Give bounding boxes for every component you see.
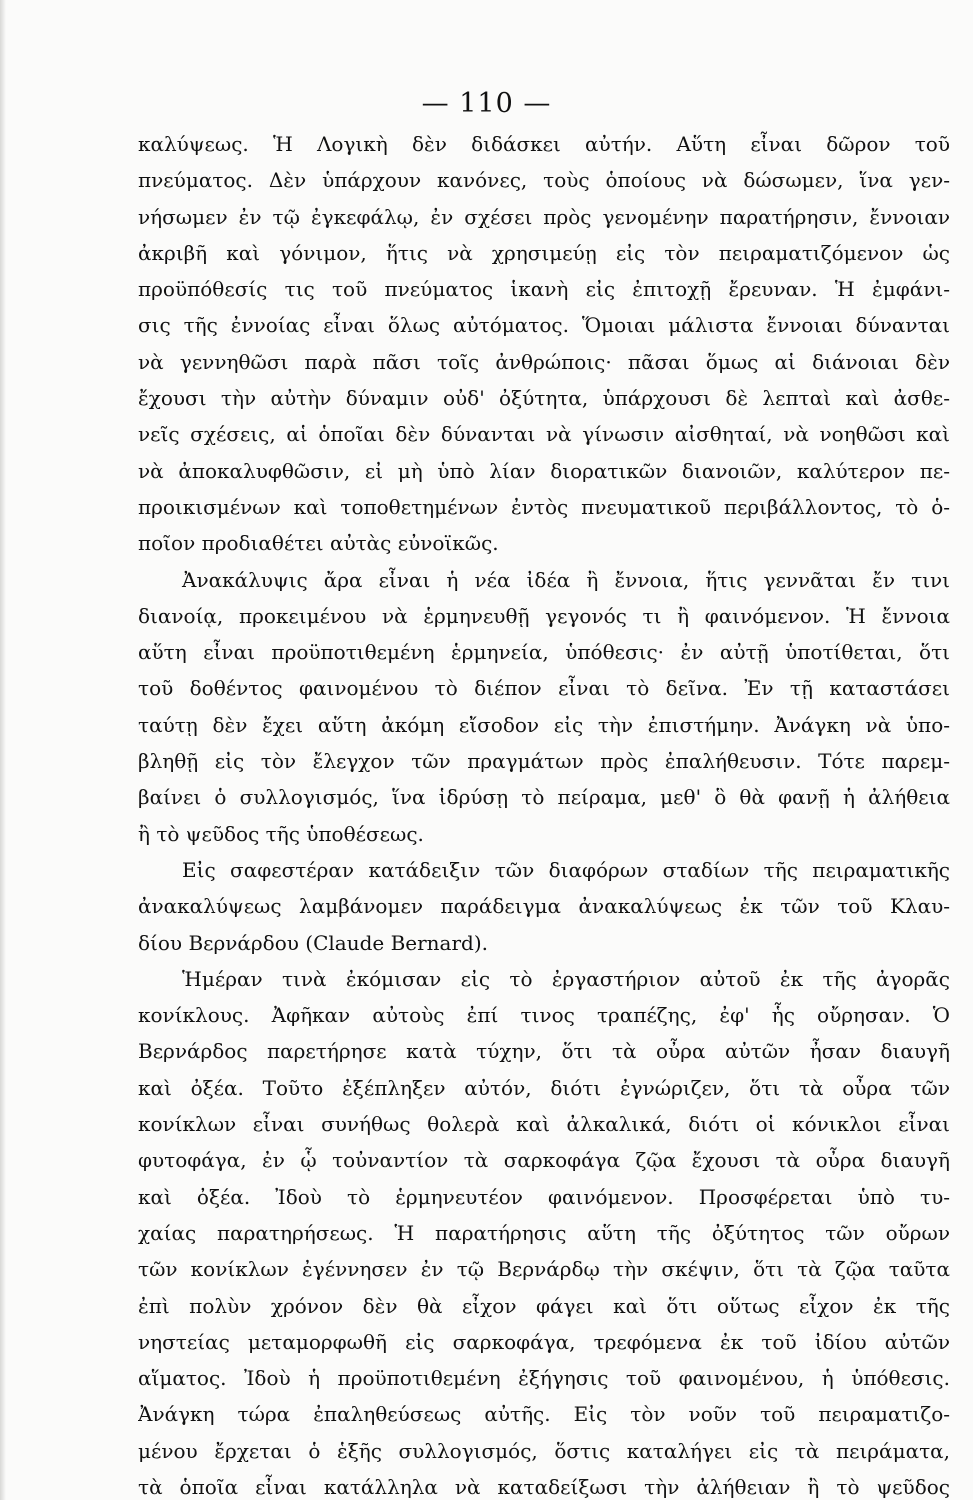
text-line: κονίκλων εἶναι συνήθως θολερὰ καὶ ἀλκαλικά, διότι οἱ κόνικλοι εἶναι	[138, 1112, 950, 1137]
text-line: καὶ ὀξέα. Ἰδοὺ τὸ ἑρμηνευτέον φαινόμενον. Προσφέρεται ὑπὸ τυ-	[138, 1184, 950, 1209]
text-line: δίου Βερνάρδου (Claude Bernard).	[138, 930, 488, 955]
text-line: ἐπὶ πολὺν χρόνον δὲν θὰ εἶχον φάγει καὶ ὅτι οὕτως εἶχον ἐκ τῆς	[138, 1293, 950, 1318]
page-number: — 110 —	[421, 88, 552, 119]
body-text	[138, 126, 950, 1500]
scan-edge-shadow	[0, 0, 6, 1500]
text-line: βληθῇ εἰς τὸν ἔλεγχον τῶν πραγμάτων πρὸς ἐπαλήθευσιν. Τότε παρεμ-	[138, 749, 950, 774]
text-line: νηστείας μεταμορφωθῆ εἰς σαρκοφάγα, τρεφόμενα ἐκ τοῦ ἰδίου αὐτῶν	[138, 1329, 950, 1354]
text-line: καὶ ὀξέα. Τοῦτο ἐξέπληξεν αὐτόν, διότι ἐγνώριζεν, ὅτι τὰ οὖρα τῶν	[138, 1075, 950, 1100]
text-line: κονίκλους. Ἀφῆκαν αὐτοὺς ἐπί τινος τραπέζης, ἐφ' ἧς οὔρησαν. Ὁ	[138, 1003, 950, 1028]
text-line: Ἡμέραν τινὰ ἐκόμισαν εἰς τὸ ἐργαστήριον αὐτοῦ ἐκ τῆς ἀγορᾶς	[182, 966, 950, 991]
text-line: Ἀνακάλυψις ἄρα εἶναι ἡ νέα ἰδέα ἢ ἔννοια, ἥτις γεννᾶται ἔν τινι	[182, 567, 950, 592]
text-line: μένου ἔρχεται ὁ ἑξῆς συλλογισμός, ὅστις καταλήγει εἰς τὰ πειράματα,	[138, 1438, 950, 1463]
text-line: τὰ ὁποῖα εἶναι κατάλληλα νὰ καταδείξωσι τὴν ἀλήθειαν ἢ τὸ ψεῦδος	[138, 1474, 950, 1499]
text-line: Βερνάρδος παρετήρησε κατὰ τύχην, ὅτι τὰ οὖρα αὐτῶν ἦσαν διαυγῆ	[138, 1039, 950, 1064]
text-line: σις τῆς ἐννοίας εἶναι ὅλως αὐτόματος. Ὅμοιαι μάλιστα ἔννοιαι δύνανται	[138, 313, 950, 338]
text-line: νεῖς σχέσεις, αἱ ὁποῖαι δὲν δύνανται νὰ γίνωσιν αἰσθηταί, νὰ νοηθῶσι καὶ	[138, 422, 950, 447]
text-line: αὕτη εἶναι προϋποτιθεμένη ἑρμηνεία, ὑπόθεσις· ἐν αὐτῇ ὑποτίθεται, ὅτι	[138, 640, 950, 665]
text-line: πνεύματος. Δὲν ὑπάρχουν κανόνες, τοὺς ὁποίους νὰ δώσωμεν, ἵνα γεν-	[138, 168, 950, 193]
text-line: προϋπόθεσίς τις τοῦ πνεύματος ἱκανὴ εἰς ἐπιτοχῇ ἔρευναν. Ἡ ἐμφάνι-	[138, 277, 950, 302]
text-line: ἀκριβῆ καὶ γόνιμον, ἥτις νὰ χρησιμεύῃ εἰς τὸν πειραματιζόμενον ὡς	[138, 240, 950, 265]
text-line: ἔχουσι τὴν αὐτὴν δύναμιν οὐδ' ὀξύτητα, ὑπάρχουσι δὲ λεπταὶ καὶ ἀσθε-	[138, 386, 950, 411]
text-line: τοῦ δοθέντος φαινομένου τὸ διέπον εἶναι τὸ δεῖνα. Ἐν τῇ καταστάσει	[138, 676, 950, 701]
text-line: χαίας παρατηρήσεως. Ἡ παρατήρησις αὕτη τῆς ὀξύτητος τῶν οὔρων	[138, 1220, 950, 1245]
text-line: διανοίᾳ, προκειμένου νὰ ἑρμηνευθῇ γεγονός τι ἢ φαινόμενον. Ἡ ἔννοια	[138, 603, 950, 628]
text-line: ἀνακαλύψεως λαμβάνομεν παράδειγμα ἀνακαλύψεως ἐκ τῶν τοῦ Κλαυ-	[138, 894, 950, 919]
text-line: Ἀνάγκη τώρα ἐπαληθεύσεως αὐτῆς. Εἰς τὸν νοῦν τοῦ πειραματιζο-	[138, 1402, 950, 1427]
text-line: προικισμένων καὶ τοποθετημένων ἐντὸς πνευματικοῦ περιβάλλοντος, τὸ ὁ-	[138, 494, 950, 519]
text-line: βαίνει ὁ συλλογισμός, ἵνα ἱδρύσῃ τὸ πείραμα, μεθ' ὃ θὰ φανῇ ἡ ἀλήθεια	[138, 785, 950, 810]
text-line: ποῖον προδιαθέτει αὐτὰς εὐνοϊκῶς.	[138, 531, 499, 556]
text-line: νήσωμεν ἐν τῷ ἐγκεφάλῳ, ἐν σχέσει πρὸς γενομένην παρατήρησιν, ἔννοιαν	[138, 204, 950, 229]
text-line: αἵματος. Ἰδοὺ ἡ προϋποτιθεμένη ἐξήγησις τοῦ φαινομένου, ἡ ὑπόθεσις.	[138, 1366, 950, 1391]
text-line: τῶν κονίκλων ἐγέννησεν ἐν τῷ Βερνάρδῳ τὴν σκέψιν, ὅτι τὰ ζῷα ταῦτα	[138, 1257, 950, 1282]
text-line: ἢ τὸ ψεῦδος τῆς ὑποθέσεως.	[138, 821, 424, 846]
text-line: νὰ ἀποκαλυφθῶσιν, εἰ μὴ ὑπὸ λίαν διορατικῶν διανοιῶν, καλύτερον πε-	[138, 458, 950, 483]
text-line: φυτοφάγα, ἐν ᾧ τοὐναντίον τὰ σαρκοφάγα ζῷα ἔχουσι τὰ οὖρα διαυγῆ	[138, 1148, 950, 1173]
text-line: νὰ γεννηθῶσι παρὰ πᾶσι τοῖς ἀνθρώποις· πᾶσαι ὅμως αἱ διάνοιαι δὲν	[138, 349, 950, 374]
text-line: Εἰς σαφεστέραν κατάδειξιν τῶν διαφόρων σταδίων τῆς πειραματικῆς	[182, 857, 950, 882]
text-line: ταύτῃ δὲν ἔχει αὕτη ἀκόμη εἴσοδον εἰς τὴν ἐπιστήμην. Ἀνάγκη νὰ ὑπο-	[138, 712, 950, 737]
text-line: καλύψεως. Ἡ Λογικὴ δὲν διδάσκει αὐτήν. Αὕτη εἶναι δῶρον τοῦ	[138, 132, 950, 156]
